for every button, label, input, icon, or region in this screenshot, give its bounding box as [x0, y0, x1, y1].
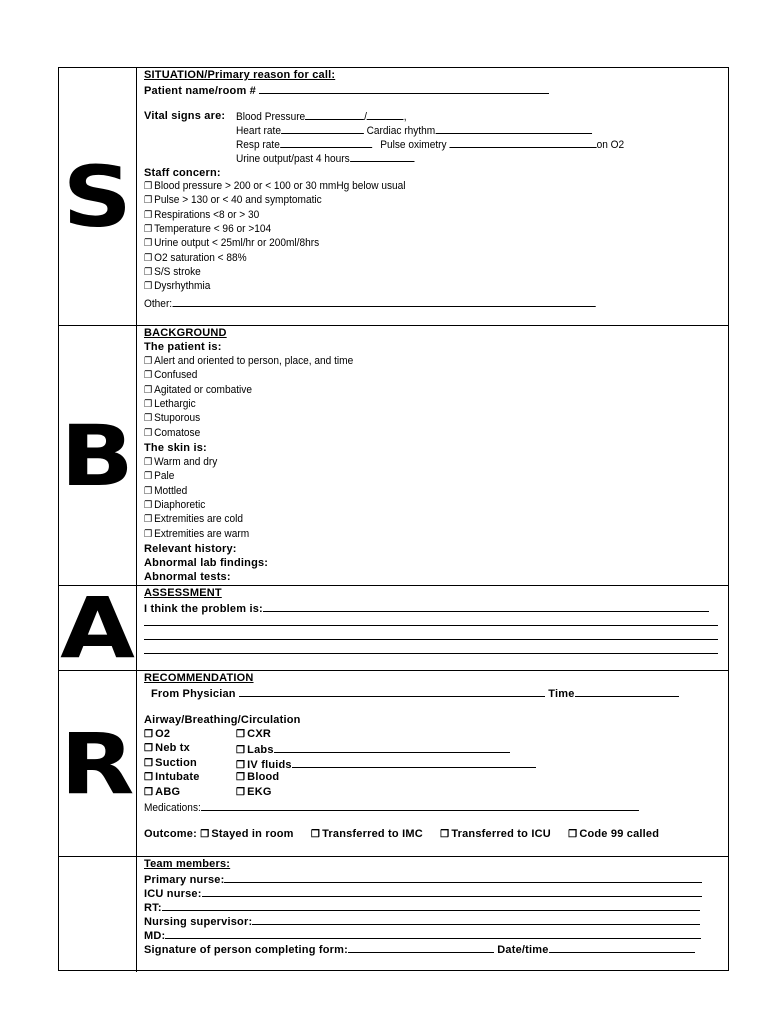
patient-option[interactable]: ❐ Agitated or combative: [144, 384, 252, 396]
staff-concern-label: Staff concern:: [144, 167, 221, 179]
patient-option[interactable]: ❐ Comatose: [144, 427, 201, 439]
checkbox-icon[interactable]: ❐: [236, 760, 246, 771]
from-physician-label: From Physician: [151, 688, 236, 700]
assessment-letter: A: [60, 579, 135, 677]
icu-nurse-row: [144, 886, 702, 901]
supervisor-field[interactable]: [252, 914, 700, 925]
rt-field[interactable]: [162, 900, 700, 911]
patient-option[interactable]: ❐ Stuporous: [144, 412, 201, 424]
checkbox-icon[interactable]: ❐: [144, 500, 153, 511]
checkbox-icon[interactable]: ❐: [200, 829, 210, 840]
team-letter-cell: [59, 857, 137, 972]
checkbox-icon[interactable]: ❐: [144, 195, 153, 206]
situation-letter: S: [62, 147, 133, 246]
bp-slash: /: [364, 111, 367, 123]
concern-item[interactable]: ❐ Urine output < 25ml/hr or 200ml/8hrs: [144, 237, 320, 249]
assessment-heading: ASSESSMENT: [144, 587, 222, 599]
recommendation-letter-cell: [59, 671, 137, 856]
background-heading: BACKGROUND: [144, 327, 227, 339]
abc-label: Airway/Breathing/Circulation: [144, 714, 301, 726]
outcome-option[interactable]: ❐ Transferred to ICU: [440, 828, 551, 840]
bp-systolic-field[interactable]: [305, 109, 364, 120]
checkbox-icon[interactable]: ❐: [568, 829, 578, 840]
abc-option[interactable]: ❐ Labs: [236, 742, 510, 757]
checkbox-icon[interactable]: ❐: [144, 238, 153, 249]
situation-letter-cell: [59, 68, 137, 325]
checkbox-icon[interactable]: ❐: [236, 787, 246, 798]
abc-option[interactable]: ❐ Suction: [144, 757, 197, 769]
patient-name-label: Patient name/room #: [144, 85, 256, 97]
checkbox-icon[interactable]: ❐: [144, 224, 153, 235]
datetime-field[interactable]: [549, 942, 695, 953]
md-label: MD:: [144, 930, 166, 942]
patient-option[interactable]: ❐ Lethargic: [144, 398, 196, 410]
checkbox-icon[interactable]: ❐: [144, 356, 153, 367]
abc-option[interactable]: ❐ Neb tx: [144, 742, 190, 754]
background-section: [59, 326, 728, 586]
cardiac-rhythm-field[interactable]: [435, 123, 591, 134]
patient-option[interactable]: ❐ Confused: [144, 369, 198, 381]
resp-rate-field[interactable]: [280, 137, 372, 148]
team-content: [144, 857, 724, 972]
urine-field[interactable]: [350, 151, 414, 162]
abnormal-tests-label: Abnormal tests:: [144, 571, 231, 583]
icu-nurse-label: ICU nurse:: [144, 888, 202, 900]
skin-option[interactable]: ❐ Mottled: [144, 485, 188, 497]
time-label: Time: [548, 688, 575, 700]
assessment-content: [144, 586, 724, 670]
team-heading: Team members:: [144, 858, 231, 870]
checkbox-icon[interactable]: ❐: [144, 457, 153, 468]
abc-option[interactable]: ❐ IV fluids: [236, 757, 536, 772]
other-field[interactable]: [172, 296, 595, 307]
recommendation-section: [59, 671, 728, 857]
outcome-option[interactable]: ❐ Code 99 called: [568, 828, 660, 840]
checkbox-icon[interactable]: ❐: [144, 428, 153, 439]
recommendation-heading: RECOMMENDATION: [144, 672, 254, 684]
checkbox-icon[interactable]: ❐: [144, 787, 154, 798]
checkbox-icon[interactable]: ❐: [236, 772, 246, 783]
physician-row: [151, 686, 679, 701]
bp-label: Blood Pressure: [236, 111, 306, 123]
checkbox-icon[interactable]: ❐: [144, 399, 153, 410]
icu-nurse-field[interactable]: [202, 886, 702, 897]
labs-field[interactable]: [274, 742, 510, 753]
medications-label: Medications:: [144, 802, 201, 814]
checkbox-icon[interactable]: ❐: [144, 385, 153, 396]
checkbox-icon[interactable]: ❐: [144, 413, 153, 424]
problem-line[interactable]: [144, 629, 718, 644]
abc-option[interactable]: ❐ Intubate: [144, 771, 200, 783]
checkbox-icon[interactable]: ❐: [144, 729, 154, 740]
problem-line[interactable]: [144, 643, 718, 658]
checkbox-icon[interactable]: ❐: [144, 772, 154, 783]
checkbox-icon[interactable]: ❐: [236, 745, 246, 756]
checkbox-icon[interactable]: ❐: [440, 829, 450, 840]
concern-item[interactable]: ❐ Blood pressure > 200 or < 100 or 30 mmHg below usual: [144, 180, 406, 192]
time-field[interactable]: [575, 686, 679, 697]
team-section: [59, 857, 728, 972]
other-row: [144, 296, 595, 311]
supervisor-label: Nursing supervisor:: [144, 916, 253, 928]
bp-comma: ,: [403, 111, 407, 123]
concern-item[interactable]: ❐ S/S stroke: [144, 266, 201, 278]
skin-option[interactable]: ❐ Extremities are cold: [144, 513, 243, 525]
from-physician-field[interactable]: [239, 686, 545, 697]
primary-nurse-field[interactable]: [224, 872, 702, 883]
checkbox-icon[interactable]: ❐: [144, 471, 153, 482]
medications-field[interactable]: [201, 800, 639, 811]
resp-rate-row: [236, 137, 624, 152]
other-label: Other:: [144, 298, 173, 310]
resp-rate-label: Resp rate: [236, 139, 280, 151]
concern-item[interactable]: ❐ Pulse > 130 or < 40 and symptomatic: [144, 194, 322, 206]
skin-option[interactable]: ❐ Warm and dry: [144, 456, 218, 468]
skin-option[interactable]: ❐ Diaphoretic: [144, 499, 206, 511]
checkbox-icon[interactable]: ❐: [144, 181, 153, 192]
signature-label: Signature of person completing form:: [144, 944, 348, 956]
iv-fluids-field[interactable]: [292, 757, 536, 768]
md-row: [144, 928, 701, 943]
skin-is-label: The skin is:: [144, 442, 207, 454]
problem-field[interactable]: [263, 601, 709, 612]
problem-line[interactable]: [144, 615, 718, 630]
bp-diastolic-field[interactable]: [367, 109, 404, 120]
assessment-letter-cell: [59, 579, 137, 677]
rt-row: [144, 900, 700, 915]
patient-name-row: [144, 83, 549, 98]
primary-nurse-row: [144, 872, 702, 887]
problem-row: [144, 601, 709, 616]
rt-label: RT:: [144, 902, 162, 914]
patient-name-field[interactable]: [259, 83, 549, 94]
heart-rate-label: Heart rate: [236, 125, 282, 137]
abc-option[interactable]: ❐ ABG: [144, 786, 181, 798]
assessment-section: [59, 579, 728, 677]
concern-item[interactable]: ❐ O2 saturation < 88%: [144, 252, 247, 264]
situation-section: [59, 68, 728, 326]
pulse-ox-field[interactable]: [449, 137, 596, 148]
abc-option[interactable]: ❐ CXR: [236, 728, 271, 740]
sbar-form: [58, 67, 729, 971]
concern-item[interactable]: ❐ Dysrhythmia: [144, 280, 211, 292]
checkbox-icon[interactable]: ❐: [144, 267, 153, 278]
checkbox-icon[interactable]: ❐: [144, 529, 153, 540]
concern-item[interactable]: ❐ Respirations <8 or > 30: [144, 209, 260, 221]
checkbox-icon[interactable]: ❐: [236, 729, 246, 740]
checkbox-icon[interactable]: ❐: [144, 486, 153, 497]
abc-option[interactable]: ❐ EKG: [236, 786, 272, 798]
checkbox-icon[interactable]: ❐: [144, 210, 153, 221]
patient-is-label: The patient is:: [144, 341, 222, 353]
medications-row: [144, 800, 639, 815]
checkbox-icon[interactable]: ❐: [144, 253, 153, 264]
concern-item[interactable]: ❐ Temperature < 96 or >104: [144, 223, 272, 235]
signature-field[interactable]: [348, 942, 494, 953]
vitals-label: Vital signs are:: [144, 110, 226, 122]
supervisor-row: [144, 914, 700, 929]
checkbox-icon[interactable]: ❐: [144, 743, 154, 754]
checkbox-icon[interactable]: ❐: [144, 370, 153, 381]
recommendation-content: [144, 671, 724, 856]
checkbox-icon[interactable]: ❐: [144, 514, 153, 525]
heart-rate-field[interactable]: [281, 123, 364, 134]
skin-option[interactable]: ❐ Extremities are warm: [144, 528, 250, 540]
skin-option[interactable]: ❐ Pale: [144, 470, 175, 482]
checkbox-icon[interactable]: ❐: [310, 829, 321, 840]
signature-row: [144, 942, 695, 957]
checkbox-icon[interactable]: ❐: [144, 758, 154, 769]
background-content: [144, 326, 724, 585]
pulse-ox-label: Pulse oximetry: [380, 139, 447, 151]
on-o2-label: on O2: [596, 139, 625, 151]
datetime-label: Date/time: [497, 944, 549, 956]
heart-rate-row: [236, 123, 592, 138]
outcome-label: Outcome:: [144, 828, 197, 840]
outcome-option[interactable]: ❐ Transferred to IMC: [310, 828, 423, 840]
problem-label: I think the problem is:: [144, 603, 263, 615]
abc-option[interactable]: ❐ O2: [144, 728, 171, 740]
urine-label: Urine output/past 4 hours: [236, 153, 350, 165]
cardiac-rhythm-label: Cardiac rhythm: [366, 125, 436, 137]
md-field[interactable]: [165, 928, 701, 939]
situation-heading: SITUATION/Primary reason for call:: [144, 69, 336, 81]
urine-row: [236, 151, 414, 166]
primary-nurse-label: Primary nurse:: [144, 874, 225, 886]
checkbox-icon[interactable]: ❐: [144, 281, 153, 292]
abnormal-lab-label: Abnormal lab findings:: [144, 557, 269, 569]
outcome-row: [144, 828, 659, 841]
abc-option[interactable]: ❐ Blood: [236, 771, 280, 783]
patient-option[interactable]: ❐ Alert and oriented to person, place, and time: [144, 355, 354, 367]
background-letter-cell: [59, 326, 137, 585]
bp-row: [236, 109, 407, 124]
background-letter: B: [60, 406, 135, 505]
recommendation-letter: R: [60, 714, 135, 813]
outcome-option[interactable]: ❐ Stayed in room: [200, 828, 294, 840]
situation-content: [144, 68, 724, 325]
relevant-history-label: Relevant history:: [144, 543, 237, 555]
